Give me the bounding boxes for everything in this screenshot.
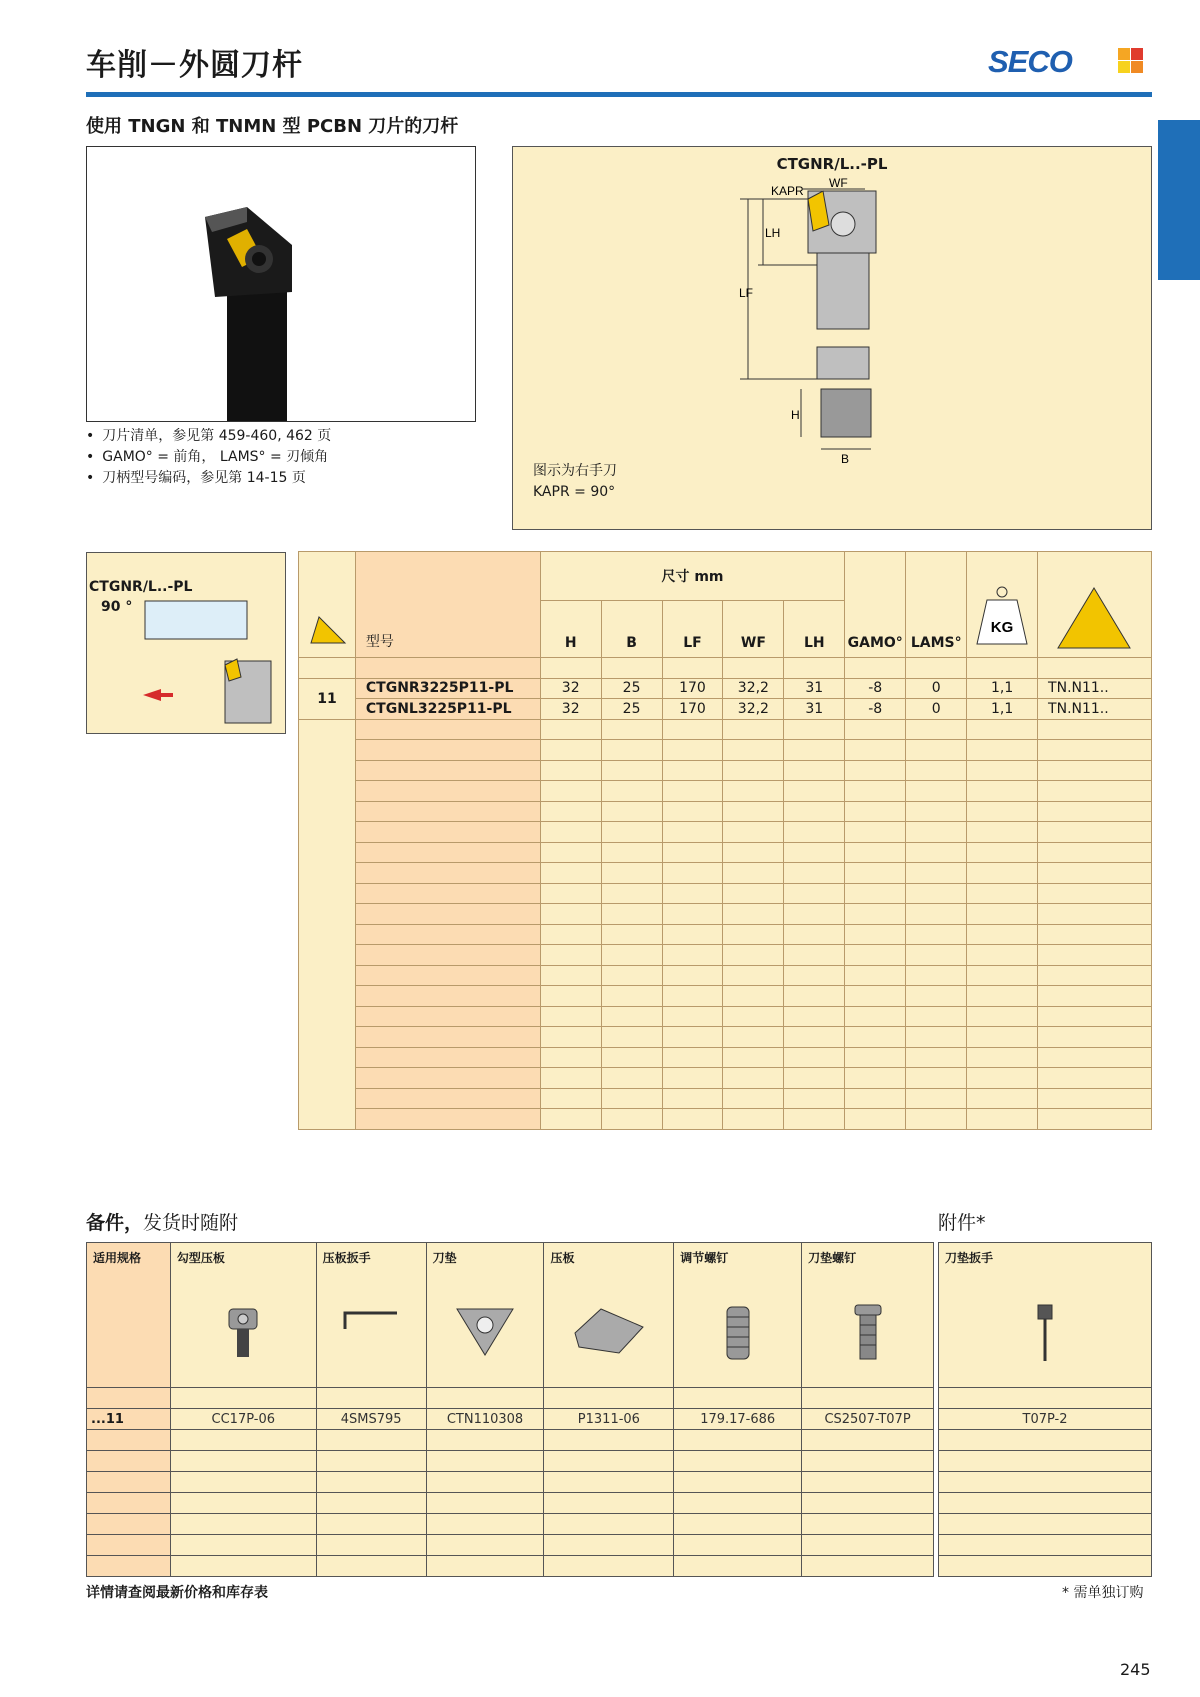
empty-row (299, 863, 1152, 884)
cell-gamo: -8 (845, 699, 906, 720)
lf-label: LF (739, 286, 754, 300)
part-code: CTN110308 (426, 1409, 544, 1430)
empty-row (299, 1027, 1152, 1048)
model-cell: CTGNL3225P11-PL (355, 699, 540, 720)
empty-row (299, 1006, 1152, 1027)
cell-b: 25 (601, 678, 662, 699)
cell-h: 32 (540, 699, 601, 720)
col-header-b: B (601, 601, 662, 658)
empty-row (299, 1088, 1152, 1109)
model-header: 型号 (355, 552, 540, 658)
clamp-icon (221, 1303, 265, 1363)
empty-row (939, 1493, 1152, 1514)
cell-lh: 31 (784, 678, 845, 699)
empty-row (87, 1556, 934, 1577)
spares-title-bold: 备件， (86, 1212, 144, 1234)
cell-gamo: -8 (845, 678, 906, 699)
notes-list (86, 426, 331, 489)
accessories-row (939, 1409, 1152, 1430)
empty-row (299, 945, 1152, 966)
col-header-gamo: GAMO° (845, 552, 906, 658)
dimension-diagram (512, 146, 1152, 530)
empty-row (87, 1535, 934, 1556)
spacer-row (299, 658, 1152, 679)
table-row (299, 678, 1152, 699)
side-tab (1158, 120, 1200, 280)
weight-icon (975, 586, 1029, 648)
spares-header-adj-screw (674, 1243, 802, 1388)
size-cell: 11 (299, 678, 356, 719)
empty-row (299, 822, 1152, 843)
torx-key-icon (1035, 1303, 1055, 1363)
spares-header-shim-screw (802, 1243, 934, 1388)
spares-header-label: 适用规格 (93, 1251, 142, 1265)
empty-row (299, 904, 1152, 925)
empty-row (299, 781, 1152, 802)
logo-mark-icon (1118, 48, 1144, 74)
spacer-row (939, 1388, 1152, 1409)
col-header-h: H (540, 601, 601, 658)
footer-note: 详情请查阅最新价格和库存表 (86, 1585, 268, 1601)
part-code: CC17P-06 (170, 1409, 316, 1430)
cell-h: 32 (540, 678, 601, 699)
accessories-title: 附件* (938, 1212, 986, 1234)
cell-b: 25 (601, 699, 662, 720)
empty-row (299, 740, 1152, 761)
table-row (299, 699, 1152, 720)
spares-header-label: 勾型压板 (176, 1251, 225, 1265)
empty-row (87, 1514, 934, 1535)
insert-header (1038, 552, 1152, 658)
empty-row (939, 1472, 1152, 1493)
spares-header-label: 刀垫螺钉 (808, 1251, 857, 1265)
clamp-plate-icon (571, 1303, 647, 1359)
model-cell: CTGNR3225P11-PL (355, 678, 540, 699)
part-code: 4SMS795 (316, 1409, 426, 1430)
spares-title (86, 1208, 238, 1235)
diagram-note-2: KAPR = 90° (533, 484, 616, 500)
diagram-note-1: 图示为右手刀 (533, 463, 617, 479)
cell-wf: 32,2 (723, 678, 784, 699)
header-rule (86, 92, 1152, 97)
spares-row (87, 1409, 934, 1430)
accessories-header-key (939, 1243, 1152, 1388)
cell-insert: TN.N11.. (1038, 699, 1152, 720)
empty-row (299, 883, 1152, 904)
seco-logo (988, 44, 1144, 78)
empty-row (299, 986, 1152, 1007)
b-label: B (841, 452, 850, 466)
empty-row (299, 1109, 1152, 1130)
shim-icon (453, 1303, 517, 1359)
adjusting-screw-icon (723, 1303, 753, 1363)
triangle-insert-icon (307, 615, 347, 647)
empty-row (939, 1430, 1152, 1451)
spares-header-key (316, 1243, 426, 1388)
insert-triangle-icon (1056, 586, 1132, 652)
wf-label: WF (829, 176, 848, 190)
note-item: • 刀柄型号编码，参见第 14-15 页 (86, 468, 331, 489)
application-box (86, 552, 286, 734)
diagram-note (533, 461, 617, 503)
cell-lf: 170 (662, 699, 723, 720)
col-header-lams: LAMS° (906, 552, 967, 658)
empty-row (939, 1556, 1152, 1577)
empty-row (299, 842, 1152, 863)
diagram-title: CTGNR/L..-PL (776, 155, 888, 173)
tool-photo (86, 146, 476, 422)
cell-lams: 0 (906, 678, 967, 699)
spacer-row (87, 1388, 934, 1409)
col-header-wf: WF (723, 601, 784, 658)
lh-label: LH (765, 226, 781, 240)
dimensions-header: 尺寸 mm (540, 552, 844, 601)
cell-lams: 0 (906, 699, 967, 720)
empty-row (87, 1451, 934, 1472)
spares-table (86, 1242, 934, 1577)
spares-header-label: 压板扳手 (322, 1251, 371, 1265)
spares-header-plate (544, 1243, 674, 1388)
cell-kg: 1,1 (967, 699, 1038, 720)
weight-header (967, 552, 1038, 658)
logo-text: SECO (988, 44, 1072, 79)
spares-title-rest: 发货时随附 (143, 1212, 239, 1234)
page-title: 车削－外圆刀杆 (86, 48, 303, 83)
empty-row (939, 1514, 1152, 1535)
empty-row (939, 1535, 1152, 1556)
empty-row (299, 760, 1152, 781)
spares-header-label: 调节螺钉 (680, 1251, 729, 1265)
cell-lh: 31 (784, 699, 845, 720)
cell-wf: 32,2 (723, 699, 784, 720)
empty-row (299, 719, 1152, 740)
kapr-label: KAPR (771, 184, 804, 198)
spares-size-cell: ...11 (87, 1409, 171, 1430)
subtitle: 使用 TNGN 和 TNMN 型 PCBN 刀片的刀杆 (86, 116, 459, 137)
note-item: • 刀片清单，参见第 459-460, 462 页 (86, 426, 331, 447)
part-code: T07P-2 (939, 1409, 1152, 1430)
empty-row (939, 1451, 1152, 1472)
cell-kg: 1,1 (967, 678, 1038, 699)
empty-row (299, 1047, 1152, 1068)
h-label: H (791, 408, 800, 422)
spares-header-label: 刀垫 (432, 1251, 457, 1265)
empty-row (87, 1472, 934, 1493)
part-code: 179.17-686 (674, 1409, 802, 1430)
shim-screw-icon (853, 1303, 883, 1363)
empty-row (87, 1493, 934, 1514)
spares-header-clamp (170, 1243, 316, 1388)
hex-key-icon (341, 1303, 401, 1333)
col-header-lf: LF (662, 601, 723, 658)
col-header-lh: LH (784, 601, 845, 658)
cell-insert: TN.N11.. (1038, 678, 1152, 699)
application-title: CTGNR/L..-PL (89, 579, 193, 595)
empty-row (87, 1430, 934, 1451)
weight-label: KG (990, 619, 1014, 636)
accessories-table (938, 1242, 1152, 1577)
empty-row (299, 1068, 1152, 1089)
empty-row (299, 924, 1152, 945)
insert-shape-cell (299, 552, 356, 658)
spares-header-size (87, 1243, 171, 1388)
note-item: • GAMO° = 前角， LAMS° = 刃倾角 (86, 447, 331, 468)
empty-row (299, 965, 1152, 986)
footer-asterisk-note: * 需单独订购 (1062, 1585, 1144, 1601)
product-table (298, 551, 1152, 1130)
spares-header-label: 压板 (550, 1251, 575, 1265)
page-number: 245 (1120, 1660, 1151, 1679)
spares-header-shim (426, 1243, 544, 1388)
part-code: P1311-06 (544, 1409, 674, 1430)
part-code: CS2507-T07P (802, 1409, 934, 1430)
application-angle: 90 ° (101, 599, 133, 615)
empty-row (299, 801, 1152, 822)
cell-lf: 170 (662, 678, 723, 699)
accessories-header-label: 刀垫扳手 (945, 1251, 994, 1265)
